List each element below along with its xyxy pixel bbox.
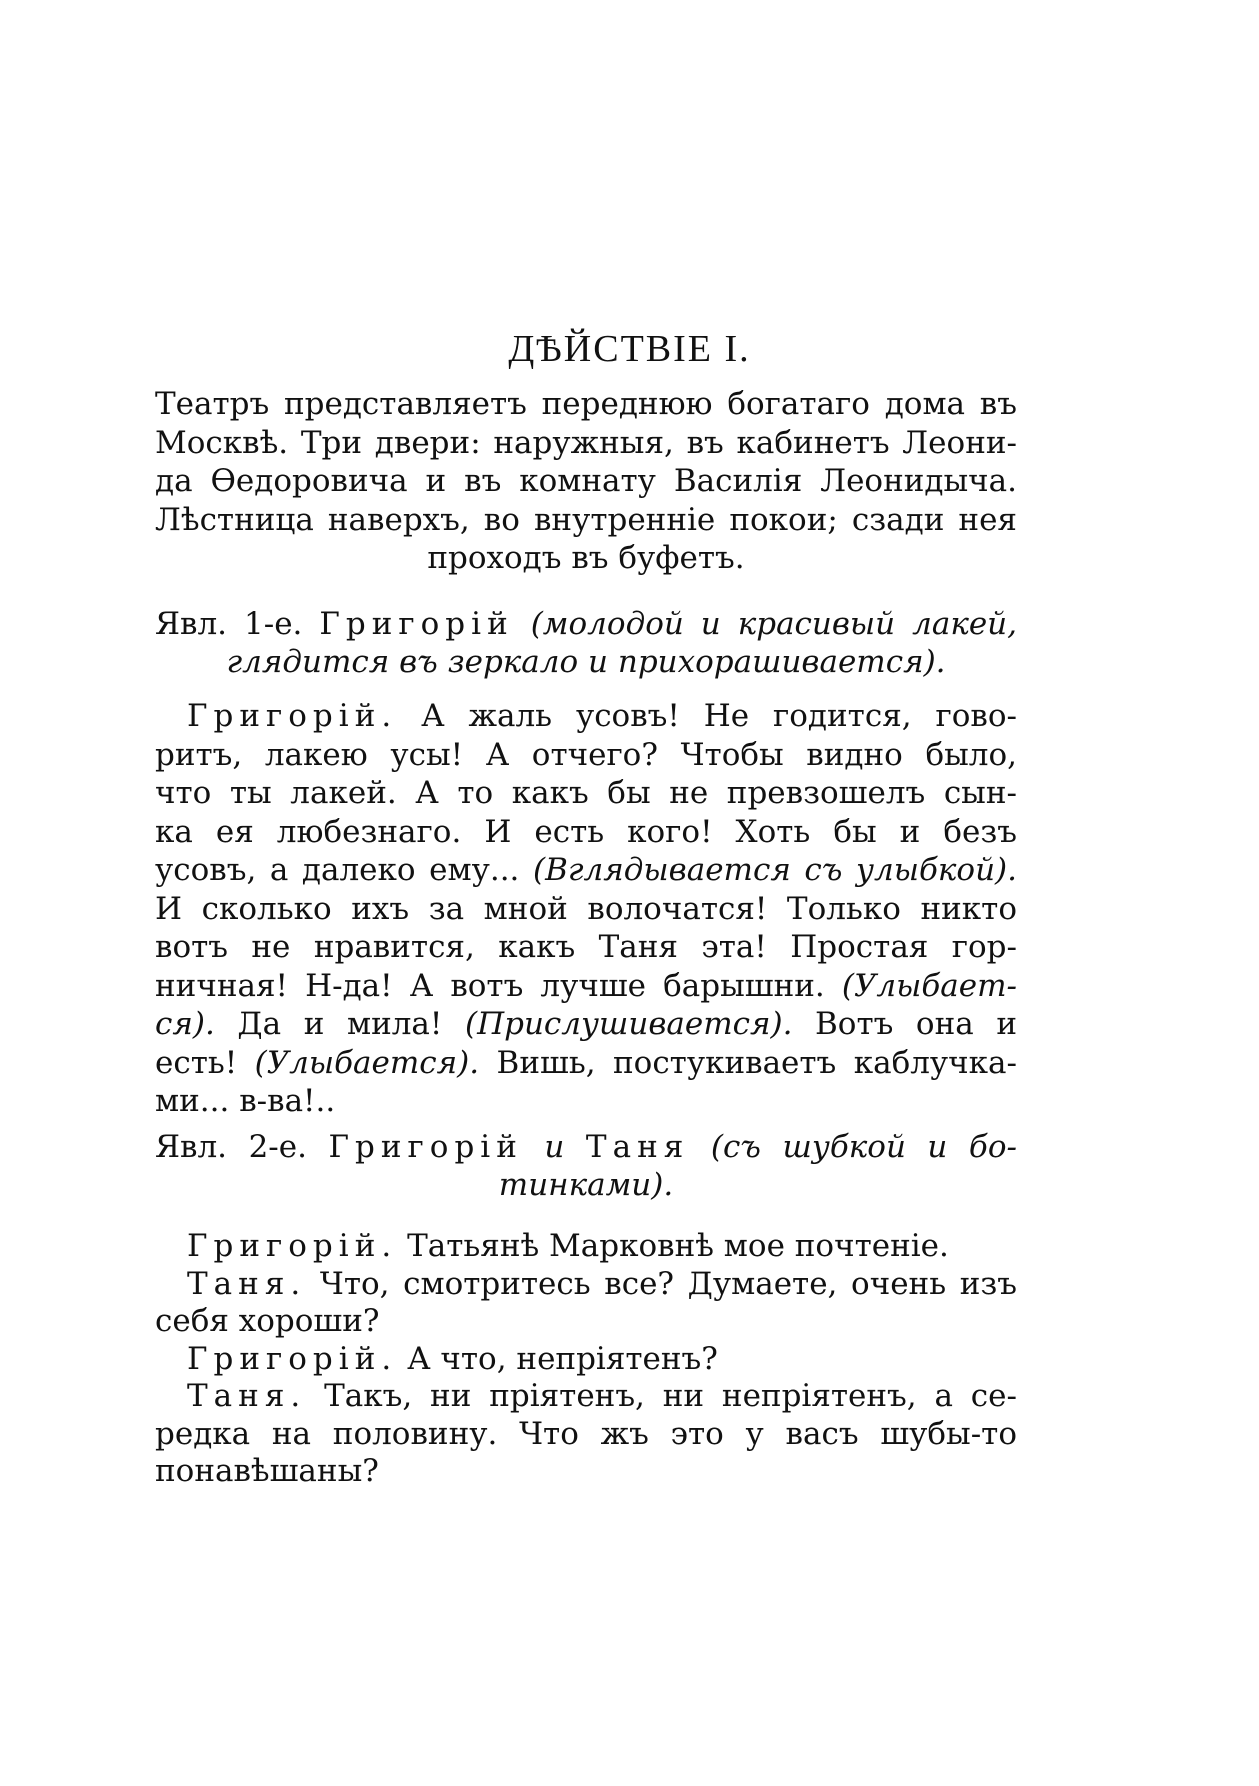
act-title: ДѢЙСТВІЕ I.: [508, 328, 751, 370]
stage-direction-line: да Ѳедоровича и въ комнату Василія Леонидыча.: [155, 463, 1017, 499]
scene-2-direction-cont: тинками).: [498, 1167, 674, 1203]
scene-1-heading-line-1: [155, 605, 1017, 643]
monologue-line: И сколько ихъ за мной волочатся! Только никто: [155, 890, 1017, 927]
dialogue-line: [155, 1378, 1017, 1416]
monologue-line: вотъ не нравится, какъ Таня эта! Простая гор-: [155, 929, 1017, 965]
stage-direction-line: Театръ представляетъ переднюю богатаго дома въ: [155, 386, 1017, 422]
scene-2-label: Явл. 2-е.: [155, 1129, 307, 1165]
scene-1-direction: (молодой и красивый лакей,: [530, 606, 1017, 642]
monologue-line: [155, 1005, 1017, 1044]
monologue-direction: (Прислушивается).: [464, 1006, 793, 1042]
monologue-line: ка ея любезнаго. И есть кого! Хоть бы и безъ: [155, 813, 1017, 850]
scene-2-heading: [155, 1128, 1017, 1204]
monologue-direction: (Улыбает-: [841, 967, 1017, 1004]
monologue-line: что ты лакей. А то какъ бы не превзошелъ сын-: [155, 775, 1017, 811]
monologue-direction: (Вглядывается съ улыбкой).: [532, 852, 1017, 888]
scene-2-heading-line-1: [155, 1128, 1017, 1166]
dialogue-line: [155, 1228, 1017, 1266]
monologue-text: Да и мила!: [214, 1006, 465, 1042]
dialogue-line: [155, 1266, 1017, 1304]
scene-2-character-2: Таня: [585, 1129, 690, 1165]
monologue-direction: (Улыбается).: [254, 1044, 480, 1081]
speaker-name: Таня.: [187, 1265, 307, 1302]
speaker-name: Григорій.: [187, 1340, 398, 1377]
dialogue-text: А что, непріятенъ?: [397, 1340, 718, 1377]
speaker-name: Григорій.: [187, 698, 398, 734]
monologue-text: Вотъ она и: [792, 1006, 1017, 1042]
dialogue-line: [155, 1341, 1017, 1379]
scene-1-heading: [155, 605, 1017, 681]
monologue-line: [155, 967, 1017, 1006]
speaker-name: Григорій.: [187, 1228, 398, 1264]
scene-2-direction: (съ шубкой и бо-: [710, 1129, 1017, 1165]
monologue-text: есть!: [155, 1044, 255, 1081]
monologue: [155, 697, 1017, 1121]
stage-direction-line: Лѣстница наверхъ, во внутренніе покои; сзади нея: [155, 501, 1017, 538]
monologue-text: усовъ, а далеко ему...: [155, 852, 533, 888]
stage-direction-last-line: проходъ въ буфетъ.: [427, 540, 745, 576]
monologue-line: ми... в-ва!..: [155, 1083, 336, 1119]
monologue-text: А жаль усовъ! Не годится, гово-: [397, 698, 1017, 734]
monologue-direction: ся).: [155, 1006, 215, 1042]
monologue-line: [155, 697, 1017, 736]
dialogue: [155, 1228, 1017, 1491]
scene-1-character: Григорій: [319, 606, 514, 642]
monologue-line: ритъ, лакею усы! А отчего? Чтобы видно было,: [155, 736, 1017, 773]
monologue-text: Вишь, постукиваетъ каблучка-: [479, 1044, 1017, 1081]
scene-1-label: Явл. 1-е.: [155, 606, 303, 642]
speaker-name: Таня.: [187, 1378, 307, 1414]
dialogue-line: понавѣшаны?: [155, 1453, 379, 1489]
monologue-line: [155, 851, 1017, 890]
dialogue-text: Такъ, ни пріятенъ, ни непріятенъ, а се-: [306, 1378, 1017, 1414]
dialogue-line: редка на половину. Что жъ это у васъ шубы-то: [155, 1415, 1017, 1452]
monologue-line: [155, 1044, 1017, 1083]
stage-direction: [155, 385, 1017, 578]
dialogue-text: Что, смотритесь все? Думаете, очень изъ: [306, 1265, 1017, 1302]
scene-2-character-1: Григорій: [328, 1129, 523, 1165]
scene-1-direction-cont: глядится въ зеркало и прихорашивается).: [226, 644, 946, 680]
dialogue-text: Татьянѣ Марковнѣ мое почтеніе.: [397, 1228, 949, 1264]
scene-2-and: и: [522, 1129, 586, 1165]
stage-direction-line: Москвѣ. Три двери: наружныя, въ кабинетъ Леони-: [155, 424, 1017, 461]
monologue-text: ничная! Н-да! А вотъ лучше барышни.: [155, 967, 842, 1004]
dialogue-line: себя хороши?: [155, 1303, 380, 1339]
